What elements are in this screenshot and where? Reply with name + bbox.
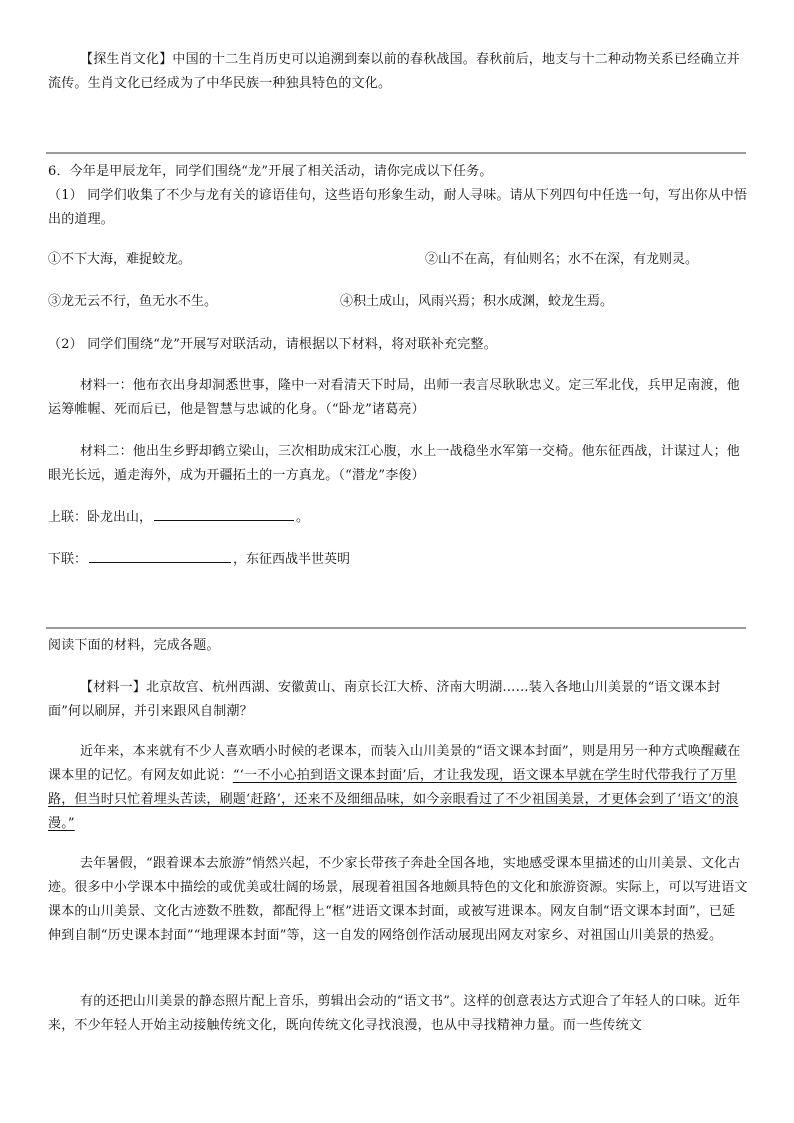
netizen-quote: “‘一不小心拍到语文课本封面’后，才让我发现，语文课本早就在学生时代带我行了万里路，但当时只忙着埋头苦读，刷题‘赶路’，还来不及细细品味，如今亲眼看过了不少祖国美景，才更体会到了‘语文’的浪漫。”: [48, 768, 739, 831]
couplet-lower-prefix: 下联：: [48, 552, 88, 567]
reading-instruction: 阅读下面的材料，完成各题。: [48, 638, 220, 653]
section-divider: [46, 152, 746, 154]
section-divider-2: [46, 627, 746, 629]
subquestion-1: （1） 同学们收集了不少与龙有关的谚语佳句，这些语句形象生动，耐人寻味。请从下列四句中任选一句，写出你从中悟出的道理。: [48, 188, 748, 227]
subquestion-2: （2） 同学们围绕“龙”开展写对联活动，请根据以下材料，将对联补充完整。: [48, 337, 497, 352]
reading-paragraph-1-text: 近年来，本来就有不少人喜欢晒小时候的老课本，而装入山川美景的“语文课本封面”，则是用另一种方式唤醒藏在课本里的记忆。有网友如此说：: [48, 744, 741, 783]
reading-paragraph-1: [48, 740, 748, 836]
reading-paragraph-3: 有的还把山川美景的静态照片配上音乐，剪辑出会动的“语文书”。这样的创意表达方式迎合了年轻人的口味。近年来，不少年轻人开始主动接触传统文化，既向传统文化寻找浪漫，也从中寻找精神力量。而一些传统文: [48, 994, 741, 1033]
option-3: ③龙无云不行，鱼无水不生。: [48, 294, 218, 309]
couplet-upper-prefix: 上联：卧龙出山，: [48, 510, 153, 525]
shengxiao-culture-paragraph: 【探生肖文化】中国的十二生肖历史可以追溯到秦以前的春秋战国。春秋前后，地支与十二种动物关系已经确立并流传。生肖文化已经成为了中华民族一种独具特色的文化。: [48, 52, 741, 91]
material-1-heading-paragraph: 【材料一】北京故宫、杭州西湖、安徽黄山、南京长江大桥、济南大明湖……装入各地山川美景的“语文课本封面”何以刷屏，并引来跟风自制潮？: [48, 680, 721, 719]
option-2: ②山不在高，有仙则名；水不在深，有龙则灵。: [425, 252, 699, 267]
couplet-upper-suffix: 。: [296, 510, 310, 525]
couplet-lower: [48, 548, 350, 568]
material-2-paragraph: 材料二：他出生乡野却鹤立梁山，三次相助成宋江心腹，水上一战稳坐水军第一交椅。他东征西战，计谋过人；他眼光长远，遁走海外，成为开疆拓土的一方真龙。（“潜龙”李俊）: [48, 444, 741, 483]
couplet-lower-blank[interactable]: [89, 548, 231, 563]
option-1: ①不下大海，难捉蛟龙。: [48, 252, 192, 267]
couplet-lower-suffix: ，东征西战半世英明: [233, 552, 351, 567]
reading-paragraph-2: 去年暑假，“跟着课本去旅游”悄然兴起，不少家长带孩子奔赴全国各地，实地感受课本里描述的山川美景、文化古迹。很多中小学课本中描绘的或优美或壮阔的场景，展现着祖国各地颇具特色的文化和旅游资源。实际上，可以写进语文课本的山川美景、文化古迹数不胜数，都配得上“框”进语文课本封面，或被写进课本。网友自制“语文课本封面”，已延伸到自制“历史课本封面”“地理课本封面”等，这一自发的网络创作活动展现出网友对家乡、对祖国山川美景的热爱。: [48, 856, 748, 943]
question-6-stem: 6．今年是甲辰龙年，同学们围绕“龙”开展了相关活动，请你完成以下任务。: [48, 164, 493, 179]
couplet-upper-blank[interactable]: [154, 506, 294, 521]
couplet-upper: [48, 506, 309, 526]
material-1-paragraph: 材料一：他布衣出身却洞悉世事，隆中一对看清天下时局，出师一表言尽耿耿忠义。定三军北伐，兵甲足南渡，他运筹帷幄、死而后已，他是智慧与忠诚的化身。（“卧龙”诸葛亮）: [48, 378, 741, 417]
option-4: ④积土成山，风雨兴焉；积水成渊，蛟龙生焉。: [340, 294, 614, 309]
